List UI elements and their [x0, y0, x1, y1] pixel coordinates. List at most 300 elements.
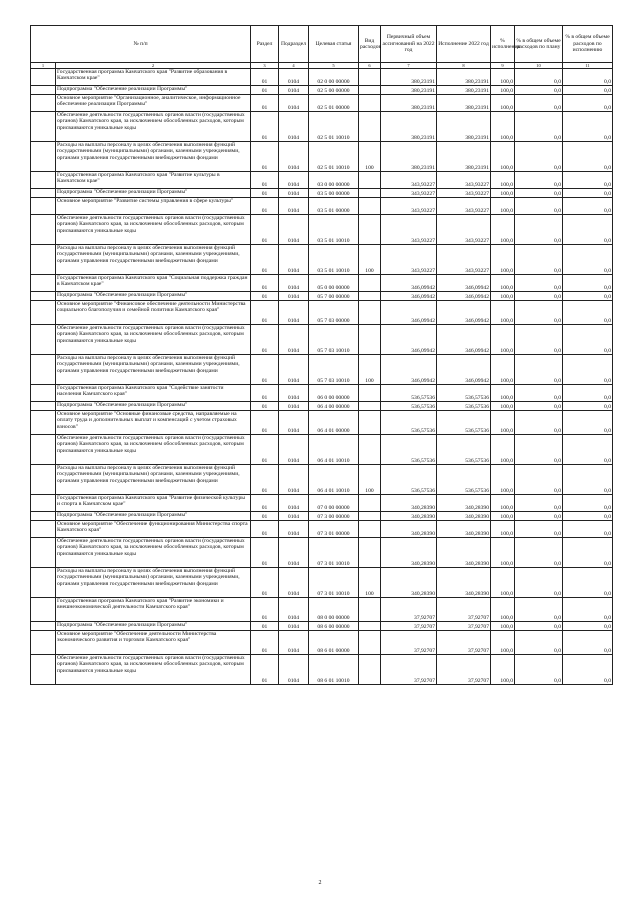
target-article-cell: 03 5 01 00000	[309, 198, 359, 215]
expense-type-cell	[359, 325, 381, 355]
index-cell	[31, 215, 56, 245]
percent-cell: 100,0	[491, 112, 515, 142]
percent-cell: 100,0	[491, 538, 515, 568]
table-row	[31, 86, 613, 95]
razdel-cell: 01	[251, 465, 279, 495]
fact-amount-cell: 380,23191	[437, 95, 491, 112]
share-fact-cell: 0,0	[563, 86, 613, 95]
index-cell	[31, 355, 56, 385]
column-number: 9	[491, 63, 515, 69]
share-plan-cell: 0,0	[515, 355, 563, 385]
share-plan-cell: 0,0	[515, 198, 563, 215]
podrazdel-cell: 0104	[279, 275, 309, 292]
col-header-share-fact: % в общем объеме расходов по исполнению	[563, 26, 613, 63]
share-fact-cell: 0,0	[563, 112, 613, 142]
podrazdel-cell: 0104	[279, 355, 309, 385]
podrazdel-cell: 0104	[279, 568, 309, 598]
podrazdel-cell: 0104	[279, 215, 309, 245]
index-cell	[31, 172, 56, 189]
podrazdel-cell: 0104	[279, 245, 309, 275]
podrazdel-cell: 0104	[279, 521, 309, 538]
target-article-cell: 08 0 00 00000	[309, 598, 359, 622]
index-cell	[31, 69, 56, 86]
share-fact-cell: 0,0	[563, 245, 613, 275]
expense-type-cell	[359, 198, 381, 215]
share-plan-cell: 0,0	[515, 301, 563, 325]
fact-amount-cell: 343,93227	[437, 198, 491, 215]
percent-cell: 100,0	[491, 301, 515, 325]
column-number: 5	[309, 63, 359, 69]
plan-amount-cell: 536,57536	[381, 402, 437, 411]
share-fact-cell: 0,0	[563, 95, 613, 112]
podrazdel-cell: 0104	[279, 301, 309, 325]
percent-cell: 100,0	[491, 512, 515, 521]
index-cell	[31, 301, 56, 325]
row-name: Обеспечение деятельности государственных органов власти (государственных органов) Камчатского края, за исключением обособленных расходов, которым присваиваются уникальные коды	[56, 112, 251, 142]
row-name: Государственная программа Камчатского края "Содействие занятости населения Камчатского края"	[56, 385, 251, 402]
percent-cell: 100,0	[491, 189, 515, 198]
target-article-cell: 05 7 03 00000	[309, 301, 359, 325]
index-cell	[31, 521, 56, 538]
share-plan-cell: 0,0	[515, 598, 563, 622]
target-article-cell: 02 5 00 00000	[309, 86, 359, 95]
column-number: 10	[515, 63, 563, 69]
share-fact-cell: 0,0	[563, 385, 613, 402]
row-name: Государственная программа Камчатского края "Социальная поддержка граждан в Камчатском крае"	[56, 275, 251, 292]
column-number: 2	[56, 63, 251, 69]
table-row	[31, 355, 613, 385]
expense-type-cell	[359, 512, 381, 521]
table-row	[31, 495, 613, 512]
row-name: Расходы на выплаты персоналу в целях обеспечения выполнения функций государственными (муниципальными) органами, казенными учреждениями, органами управления государственными внебюджетными фондами	[56, 355, 251, 385]
share-fact-cell: 0,0	[563, 568, 613, 598]
expense-type-cell	[359, 411, 381, 435]
razdel-cell: 01	[251, 598, 279, 622]
table-row	[31, 568, 613, 598]
target-article-cell: 02 0 00 00000	[309, 69, 359, 86]
row-name: Подпрограмма "Обеспечение реализации Программы"	[56, 292, 251, 301]
expense-type-cell	[359, 86, 381, 95]
index-cell	[31, 402, 56, 411]
share-plan-cell: 0,0	[515, 521, 563, 538]
fact-amount-cell: 346,09942	[437, 292, 491, 301]
fact-amount-cell: 343,93227	[437, 189, 491, 198]
expense-type-cell: 100	[359, 245, 381, 275]
table-row	[31, 275, 613, 292]
share-fact-cell: 0,0	[563, 172, 613, 189]
index-cell	[31, 142, 56, 172]
index-cell	[31, 86, 56, 95]
index-cell	[31, 189, 56, 198]
podrazdel-cell: 0104	[279, 402, 309, 411]
fact-amount-cell: 380,23191	[437, 86, 491, 95]
expense-type-cell	[359, 538, 381, 568]
fact-amount-cell: 37,92707	[437, 622, 491, 631]
share-plan-cell: 0,0	[515, 275, 563, 292]
row-name: Основное мероприятие "Основные финансовые средства, направляемые на оплату труда и дополнительных выплат и компенсаций с учетом страховых взносов"	[56, 411, 251, 435]
percent-cell: 100,0	[491, 465, 515, 495]
share-plan-cell: 0,0	[515, 402, 563, 411]
index-cell	[31, 112, 56, 142]
row-name: Подпрограмма "Обеспечение реализации Программы"	[56, 622, 251, 631]
plan-amount-cell: 380,23191	[381, 86, 437, 95]
target-article-cell: 08 6 01 00000	[309, 631, 359, 655]
razdel-cell: 01	[251, 69, 279, 86]
share-fact-cell: 0,0	[563, 215, 613, 245]
share-fact-cell: 0,0	[563, 292, 613, 301]
percent-cell: 100,0	[491, 402, 515, 411]
row-name: Подпрограмма "Обеспечение реализации Программы"	[56, 402, 251, 411]
share-fact-cell: 0,0	[563, 512, 613, 521]
table-row	[31, 198, 613, 215]
column-number: 6	[359, 63, 381, 69]
share-fact-cell: 0,0	[563, 521, 613, 538]
plan-amount-cell: 343,93227	[381, 189, 437, 198]
index-cell	[31, 538, 56, 568]
razdel-cell: 01	[251, 411, 279, 435]
share-fact-cell: 0,0	[563, 198, 613, 215]
expense-type-cell	[359, 301, 381, 325]
target-article-cell: 06 4 00 00000	[309, 402, 359, 411]
row-name: Подпрограмма "Обеспечение реализации Программы"	[56, 189, 251, 198]
plan-amount-cell: 536,57536	[381, 465, 437, 495]
share-fact-cell: 0,0	[563, 411, 613, 435]
target-article-cell: 02 5 01 00000	[309, 95, 359, 112]
row-name: Обеспечение деятельности государственных органов власти (государственных органов) Камчатского края, за исключением обособленных расходов, которым присваиваются уникальные коды	[56, 325, 251, 355]
expense-type-cell	[359, 435, 381, 465]
razdel-cell: 01	[251, 385, 279, 402]
table-row	[31, 325, 613, 355]
plan-amount-cell: 346,09942	[381, 292, 437, 301]
row-name: Основное мероприятие "Организационное, аналитическое, информационное обеспечение реализации Программы"	[56, 95, 251, 112]
share-plan-cell: 0,0	[515, 495, 563, 512]
razdel-cell: 01	[251, 655, 279, 685]
expense-type-cell	[359, 622, 381, 631]
table-row	[31, 69, 613, 86]
plan-amount-cell: 536,57536	[381, 385, 437, 402]
share-plan-cell: 0,0	[515, 568, 563, 598]
document-page	[30, 25, 612, 685]
target-article-cell: 06 0 00 00000	[309, 385, 359, 402]
share-plan-cell: 0,0	[515, 95, 563, 112]
share-plan-cell: 0,0	[515, 631, 563, 655]
fact-amount-cell: 343,93227	[437, 245, 491, 275]
razdel-cell: 01	[251, 292, 279, 301]
fact-amount-cell: 340,28390	[437, 512, 491, 521]
col-header-expense-type: Вид расходов	[359, 26, 381, 63]
razdel-cell: 01	[251, 245, 279, 275]
razdel-cell: 01	[251, 631, 279, 655]
fact-amount-cell: 380,23191	[437, 112, 491, 142]
share-fact-cell: 0,0	[563, 631, 613, 655]
column-number: 3	[251, 63, 279, 69]
expense-type-cell	[359, 172, 381, 189]
table-row	[31, 95, 613, 112]
plan-amount-cell: 340,28390	[381, 568, 437, 598]
razdel-cell: 01	[251, 189, 279, 198]
razdel-cell: 01	[251, 538, 279, 568]
podrazdel-cell: 0104	[279, 465, 309, 495]
plan-amount-cell: 340,28390	[381, 538, 437, 568]
plan-amount-cell: 346,09942	[381, 301, 437, 325]
index-cell	[31, 198, 56, 215]
fact-amount-cell: 37,92707	[437, 631, 491, 655]
row-name: Расходы на выплаты персоналу в целях обеспечения выполнения функций государственными (муниципальными) органами, казенными учреждениями, органами управления государственными внебюджетными фондами	[56, 245, 251, 275]
fact-amount-cell: 380,23191	[437, 69, 491, 86]
podrazdel-cell: 0104	[279, 198, 309, 215]
fact-amount-cell: 37,92707	[437, 655, 491, 685]
plan-amount-cell: 343,93227	[381, 245, 437, 275]
fact-amount-cell: 37,92707	[437, 598, 491, 622]
plan-amount-cell: 346,09942	[381, 355, 437, 385]
target-article-cell: 05 7 00 00000	[309, 292, 359, 301]
percent-cell: 100,0	[491, 95, 515, 112]
share-plan-cell: 0,0	[515, 325, 563, 355]
plan-amount-cell: 536,57536	[381, 411, 437, 435]
podrazdel-cell: 0104	[279, 655, 309, 685]
podrazdel-cell: 0104	[279, 622, 309, 631]
razdel-cell: 01	[251, 325, 279, 355]
percent-cell: 100,0	[491, 142, 515, 172]
percent-cell: 100,0	[491, 215, 515, 245]
expense-type-cell: 100	[359, 355, 381, 385]
razdel-cell: 01	[251, 86, 279, 95]
share-plan-cell: 0,0	[515, 385, 563, 402]
expense-type-cell: 100	[359, 142, 381, 172]
target-article-cell: 08 6 00 00000	[309, 622, 359, 631]
share-plan-cell: 0,0	[515, 411, 563, 435]
table-row	[31, 189, 613, 198]
index-cell	[31, 385, 56, 402]
column-number: 7	[381, 63, 437, 69]
target-article-cell: 05 0 00 00000	[309, 275, 359, 292]
expense-type-cell	[359, 631, 381, 655]
share-plan-cell: 0,0	[515, 655, 563, 685]
row-name: Расходы на выплаты персоналу в целях обеспечения выполнения функций государственными (муниципальными) органами, казенными учреждениями, органами управления государственными внебюджетными фондами	[56, 465, 251, 495]
podrazdel-cell: 0104	[279, 172, 309, 189]
podrazdel-cell: 0104	[279, 598, 309, 622]
table-row	[31, 598, 613, 622]
percent-cell: 100,0	[491, 172, 515, 189]
target-article-cell: 07 0 00 00000	[309, 495, 359, 512]
podrazdel-cell: 0104	[279, 385, 309, 402]
row-name: Расходы на выплаты персоналу в целях обеспечения выполнения функций государственными (муниципальными) органами, казенными учреждениями, органами управления государственными внебюджетными фондами	[56, 568, 251, 598]
col-header-fact: Исполнение 2022 год	[437, 26, 491, 63]
index-cell	[31, 622, 56, 631]
expense-type-cell	[359, 292, 381, 301]
plan-amount-cell: 37,92707	[381, 598, 437, 622]
index-cell	[31, 411, 56, 435]
share-plan-cell: 0,0	[515, 142, 563, 172]
percent-cell: 100,0	[491, 495, 515, 512]
row-name: Основное мероприятие "Обеспечение функционирования Министерства спорта Камчатского края"	[56, 521, 251, 538]
razdel-cell: 01	[251, 521, 279, 538]
share-fact-cell: 0,0	[563, 355, 613, 385]
share-plan-cell: 0,0	[515, 292, 563, 301]
razdel-cell: 01	[251, 301, 279, 325]
fact-amount-cell: 340,28390	[437, 538, 491, 568]
razdel-cell: 01	[251, 215, 279, 245]
expense-type-cell	[359, 385, 381, 402]
razdel-cell: 01	[251, 495, 279, 512]
index-cell	[31, 598, 56, 622]
percent-cell: 100,0	[491, 198, 515, 215]
percent-cell: 100,0	[491, 435, 515, 465]
razdel-cell: 01	[251, 95, 279, 112]
podrazdel-cell: 0104	[279, 495, 309, 512]
row-name: Государственная программа Камчатского края "Развитие физической культуры и спорта в Камчатском крае"	[56, 495, 251, 512]
header-row	[31, 26, 613, 63]
index-cell	[31, 95, 56, 112]
share-fact-cell: 0,0	[563, 538, 613, 568]
target-article-cell: 03 0 00 00000	[309, 172, 359, 189]
table-row	[31, 631, 613, 655]
podrazdel-cell: 0104	[279, 325, 309, 355]
expense-type-cell	[359, 95, 381, 112]
expense-type-cell	[359, 112, 381, 142]
percent-cell: 100,0	[491, 355, 515, 385]
percent-cell: 100,0	[491, 655, 515, 685]
index-cell	[31, 275, 56, 292]
podrazdel-cell: 0104	[279, 512, 309, 521]
target-article-cell: 05 7 03 10010	[309, 355, 359, 385]
plan-amount-cell: 380,23191	[381, 112, 437, 142]
target-article-cell: 06 4 01 00000	[309, 411, 359, 435]
table-row	[31, 622, 613, 631]
row-name: Обеспечение деятельности государственных органов власти (государственных органов) Камчатского края, за исключением обособленных расходов, которым присваиваются уникальные коды	[56, 538, 251, 568]
row-name: Основное мероприятие "Финансовое обеспечение деятельности Министерства социального благополучия и семейной политики Камчатского края"	[56, 301, 251, 325]
share-plan-cell: 0,0	[515, 189, 563, 198]
razdel-cell: 01	[251, 622, 279, 631]
target-article-cell: 06 4 01 10010	[309, 435, 359, 465]
index-cell	[31, 655, 56, 685]
expense-type-cell	[359, 495, 381, 512]
target-article-cell: 02 5 01 10010	[309, 112, 359, 142]
fact-amount-cell: 346,09942	[437, 275, 491, 292]
share-fact-cell: 0,0	[563, 655, 613, 685]
index-cell	[31, 465, 56, 495]
table-row	[31, 142, 613, 172]
col-header-index-name: № п/п	[31, 26, 251, 63]
share-fact-cell: 0,0	[563, 402, 613, 411]
share-fact-cell: 0,0	[563, 142, 613, 172]
podrazdel-cell: 0104	[279, 189, 309, 198]
col-header-target-article: Целевая статья	[309, 26, 359, 63]
fact-amount-cell: 346,09942	[437, 355, 491, 385]
percent-cell: 100,0	[491, 385, 515, 402]
plan-amount-cell: 380,23191	[381, 142, 437, 172]
fact-amount-cell: 536,57536	[437, 385, 491, 402]
fact-amount-cell: 343,93227	[437, 172, 491, 189]
share-plan-cell: 0,0	[515, 69, 563, 86]
expense-type-cell	[359, 275, 381, 292]
expense-type-cell	[359, 402, 381, 411]
fact-amount-cell: 536,57536	[437, 402, 491, 411]
share-plan-cell: 0,0	[515, 622, 563, 631]
fact-amount-cell: 340,28390	[437, 568, 491, 598]
target-article-cell: 06 4 01 10010	[309, 465, 359, 495]
row-name: Основное мероприятие "Развитие системы управления в сфере культуры"	[56, 198, 251, 215]
expense-type-cell: 100	[359, 465, 381, 495]
table-row	[31, 411, 613, 435]
target-article-cell: 05 7 03 10010	[309, 325, 359, 355]
percent-cell: 100,0	[491, 292, 515, 301]
row-name: Обеспечение деятельности государственных органов власти (государственных органов) Камчатского края, за исключением обособленных расходов, которым присваиваются уникальные коды	[56, 655, 251, 685]
share-fact-cell: 0,0	[563, 301, 613, 325]
plan-amount-cell: 37,92707	[381, 622, 437, 631]
expense-type-cell	[359, 189, 381, 198]
podrazdel-cell: 0104	[279, 292, 309, 301]
table-row	[31, 521, 613, 538]
razdel-cell: 01	[251, 568, 279, 598]
table-row	[31, 301, 613, 325]
share-fact-cell: 0,0	[563, 465, 613, 495]
plan-amount-cell: 343,93227	[381, 215, 437, 245]
col-header-razdel: Раздел	[251, 26, 279, 63]
percent-cell: 100,0	[491, 245, 515, 275]
row-name: Государственная программа Камчатского края "Развитие культуры в Камчатском крае"	[56, 172, 251, 189]
row-name: Подпрограмма "Обеспечение реализации Программы"	[56, 86, 251, 95]
plan-amount-cell: 346,09942	[381, 275, 437, 292]
table-row	[31, 655, 613, 685]
expense-type-cell	[359, 521, 381, 538]
index-cell	[31, 435, 56, 465]
row-name: Государственная программа Камчатского края "Развитие экономики и внешнеэкономической деятельности Камчатского края"	[56, 598, 251, 622]
razdel-cell: 01	[251, 355, 279, 385]
row-name: Государственная программа Камчатского края "Развитие образования в Камчатском крае"	[56, 69, 251, 86]
fact-amount-cell: 340,28390	[437, 521, 491, 538]
page-number: 2	[318, 880, 322, 886]
percent-cell: 100,0	[491, 86, 515, 95]
share-plan-cell: 0,0	[515, 245, 563, 275]
target-article-cell: 07 3 01 00000	[309, 521, 359, 538]
expense-type-cell: 100	[359, 568, 381, 598]
plan-amount-cell: 340,28390	[381, 512, 437, 521]
podrazdel-cell: 0104	[279, 95, 309, 112]
percent-cell: 100,0	[491, 631, 515, 655]
expense-type-cell	[359, 598, 381, 622]
razdel-cell: 01	[251, 402, 279, 411]
share-fact-cell: 0,0	[563, 189, 613, 198]
share-plan-cell: 0,0	[515, 512, 563, 521]
share-fact-cell: 0,0	[563, 495, 613, 512]
table-row	[31, 112, 613, 142]
percent-cell: 100,0	[491, 568, 515, 598]
razdel-cell: 01	[251, 198, 279, 215]
index-cell	[31, 631, 56, 655]
table-row	[31, 538, 613, 568]
table-row	[31, 172, 613, 189]
razdel-cell: 01	[251, 435, 279, 465]
share-plan-cell: 0,0	[515, 112, 563, 142]
share-fact-cell: 0,0	[563, 598, 613, 622]
table-row	[31, 402, 613, 411]
fact-amount-cell: 536,57536	[437, 465, 491, 495]
target-article-cell: 03 5 01 10010	[309, 215, 359, 245]
share-plan-cell: 0,0	[515, 435, 563, 465]
fact-amount-cell: 536,57536	[437, 411, 491, 435]
table-row	[31, 385, 613, 402]
row-name: Обеспечение деятельности государственных органов власти (государственных органов) Камчатского края, за исключением обособленных расходов, которым присваиваются уникальные коды	[56, 435, 251, 465]
col-header-plan: Первичный объем ассигнований на 2022 год	[381, 26, 437, 63]
index-cell	[31, 245, 56, 275]
podrazdel-cell: 0104	[279, 411, 309, 435]
table-row	[31, 215, 613, 245]
plan-amount-cell: 343,93227	[381, 198, 437, 215]
percent-cell: 100,0	[491, 411, 515, 435]
percent-cell: 100,0	[491, 325, 515, 355]
fact-amount-cell: 343,93227	[437, 215, 491, 245]
